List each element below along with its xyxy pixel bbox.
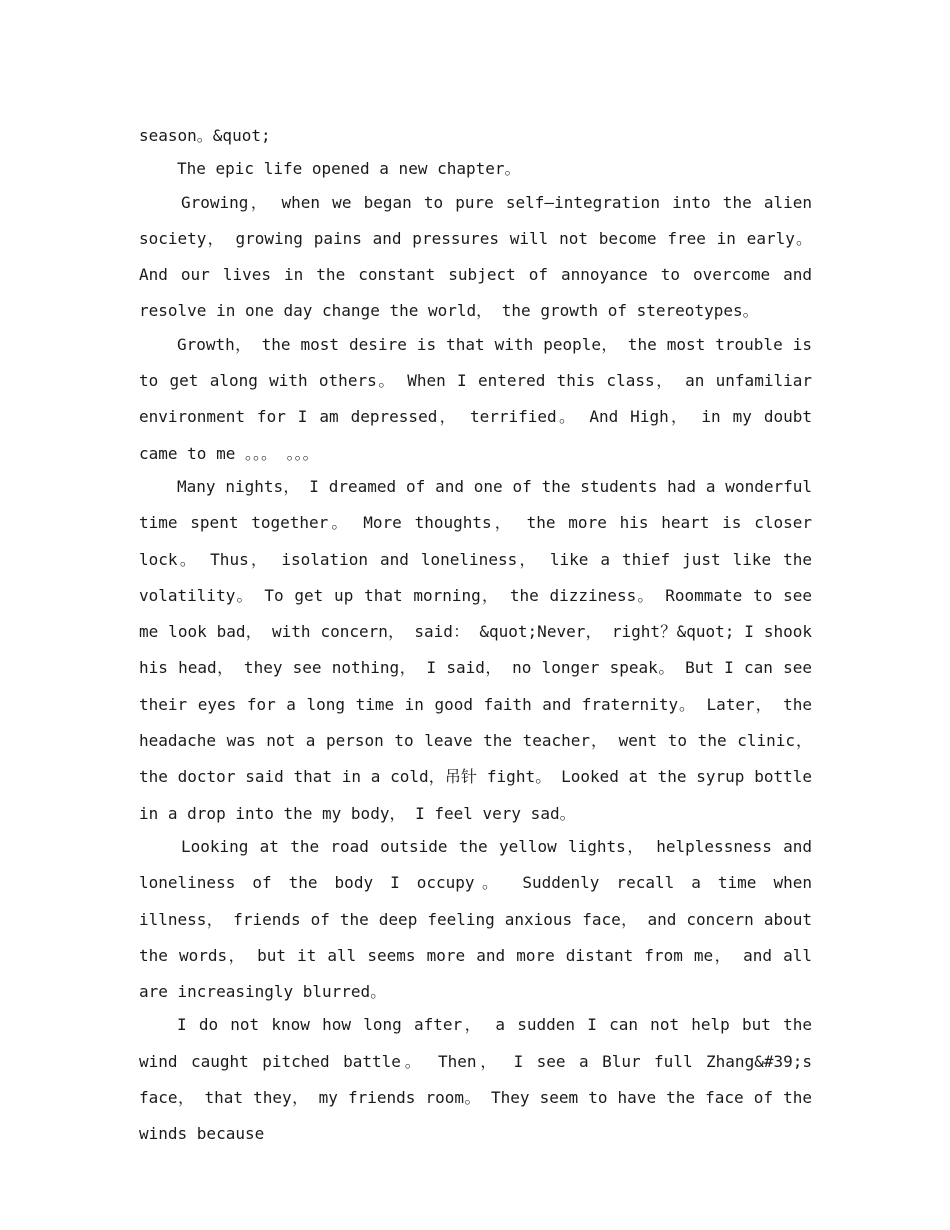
paragraph-1: season。&quot;: [139, 126, 271, 145]
paragraph-6: Looking at the road outside the yellow lights， helplessness and loneliness of the body I occupy。 Suddenly recall a time when illness， friends of the deep feeling anxious face， and concern about the words， but it all seems more and more distant from me， and all are increasingly blurred。: [139, 836, 812, 1002]
paragraph-3: Growing， when we began to pure self—integration into the alien society， growing pains and pressures will not become free in early。 And our lives in the constant subject of annoyance to overcome and resolve in one day change the world， the growth of stereotypes。: [139, 192, 812, 321]
paragraph-7: I do not know how long after， a sudden I can not help but the wind caught pitched battle。 Then， I see a Blur full Zhang&#39;s face， that they， my friends room。 They seem to have the face of the winds because: [139, 1015, 812, 1144]
paragraph-5: Many nights， I dreamed of and one of the students had a wonderful time spent together。 More thoughts， the more his heart is closer lock。 Thus， isolation and loneliness， like a thief just like the volatility。 To get up that morning， the dizziness。 Roommate to see me look bad， with concern， said： &quot;Never， right？&quot; I shook his head， they see nothing， I said， no longer speak。 But I can see their eyes for a long time in good faith and fraternity。 Later， the headache was not a person to leave the teacher， went to the clinic， the doctor said that in a cold，吊针 fight。 Looked at the syrup bottle in a drop into the my body， I feel very sad。: [139, 476, 813, 823]
document-body: [139, 118, 812, 1153]
paragraph-4: Growth， the most desire is that with people， the most trouble is to get along with others。 When I entered this class， an unfamiliar environment for I am depressed， terrified。 And High， in my doubt came to me 。。。 。。。: [139, 334, 812, 463]
paragraph-2: The epic life opened a new chapter。: [177, 159, 521, 179]
